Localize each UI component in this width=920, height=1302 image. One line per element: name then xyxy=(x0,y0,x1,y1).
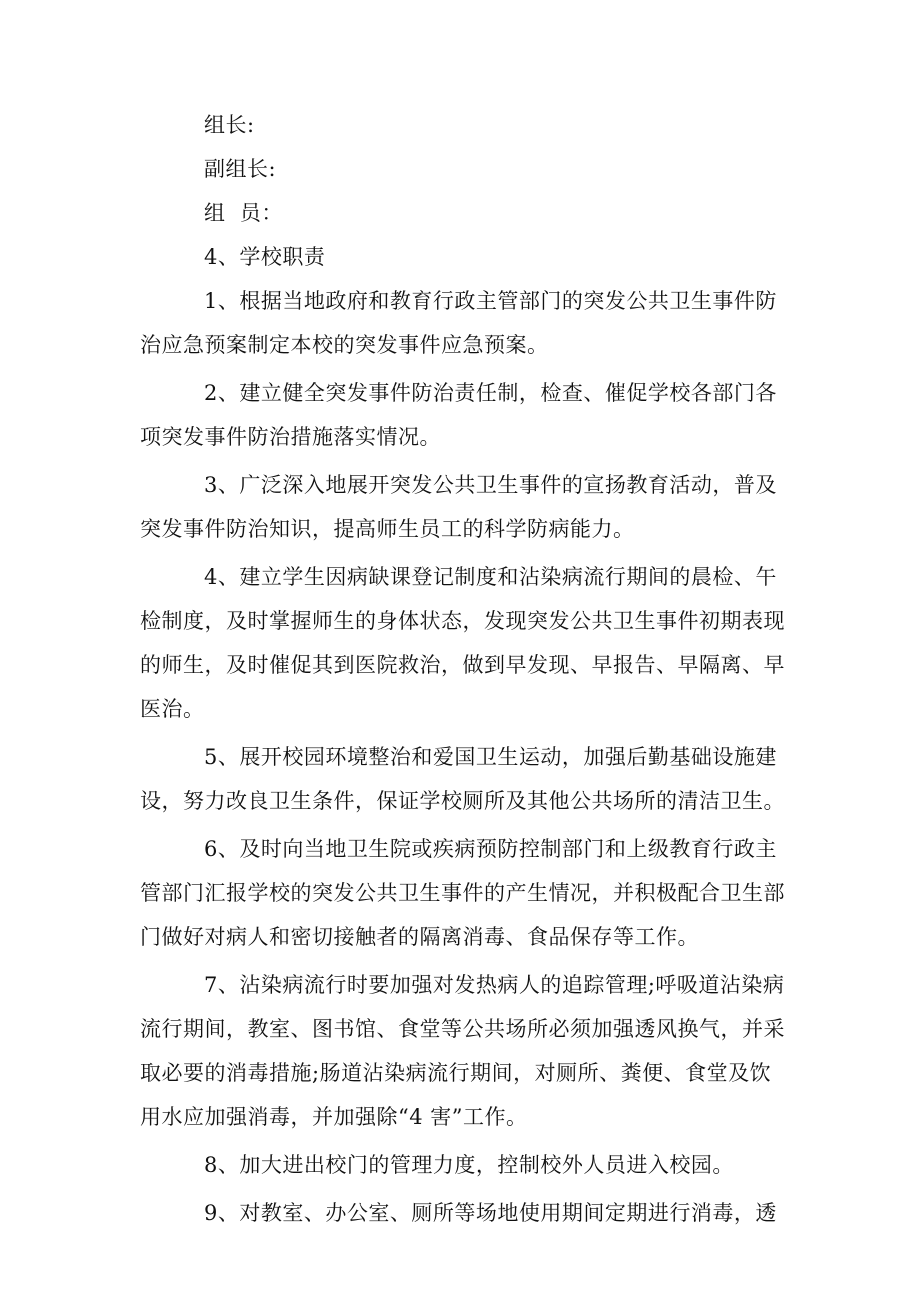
paragraph-line: 管部门汇报学校的突发公共卫生事件的产生情况，并积极配合卫生部 xyxy=(140,881,785,905)
paragraph-line: 流行期间，教室、图书馆、食堂等公共场所必须加强透风换气，并采 xyxy=(140,1017,785,1041)
paragraph-line: 的师生，及时催促其到医院救治，做到早发现、早报告、早隔离、早 xyxy=(140,653,785,677)
paragraph-5 xyxy=(140,735,785,823)
paragraph-3 xyxy=(140,463,780,551)
paragraph-line: 9、对教室、办公室、厕所等场地使用期间定期进行消毒，透 xyxy=(204,1201,777,1225)
paragraph-9 xyxy=(140,1191,780,1235)
role-deputy-leader: 副组长: xyxy=(204,157,277,181)
paragraph-line: 2、建立健全突发事件防治责任制，检查、催促学校各部门各 xyxy=(204,381,777,405)
paragraph-line: 5、展开校园环境整治和爱国卫生运动，加强后勤基础设施建 xyxy=(204,745,777,769)
paragraph-line: 突发事件防治知识，提高师生员工的科学防病能力。 xyxy=(140,517,635,541)
paragraph-4 xyxy=(140,555,785,731)
role-leader: 组长: xyxy=(204,113,255,137)
paragraph-1 xyxy=(140,279,780,367)
document-body xyxy=(140,103,785,1239)
paragraph-line: 设，努力改良卫生条件，保证学校厕所及其他公共场所的清洁卫生。 xyxy=(140,789,785,813)
paragraph-6 xyxy=(140,827,785,959)
paragraph-line: 用水应加强消毒，并加强除“4 害”工作。 xyxy=(140,1105,528,1129)
paragraph-line: 项突发事件防治措施落实情况。 xyxy=(140,425,441,449)
paragraph-line: 门做好对病人和密切接触者的隔离消毒、食品保存等工作。 xyxy=(140,925,699,949)
paragraph-2 xyxy=(140,371,780,459)
paragraph-line: 4、建立学生因病缺课登记制度和沾染病流行期间的晨检、午 xyxy=(204,565,777,589)
paragraph-line: 取必要的消毒措施;肠道沾染病流行期间，对厕所、粪便、食堂及饮 xyxy=(140,1061,772,1085)
section-heading: 4、学校职责 xyxy=(204,245,326,269)
paragraph-line: 3、广泛深入地展开突发公共卫生事件的宣扬教育活动，普及 xyxy=(204,473,777,497)
paragraph-line: 7、沾染病流行时要加强对发热病人的追踪管理;呼吸道沾染病 xyxy=(204,973,785,997)
paragraph-line: 检制度，及时掌握师生的身体状态，发现突发公共卫生事件初期表现 xyxy=(140,609,785,633)
paragraph-7 xyxy=(140,963,785,1139)
paragraph-line: 8、加大进出校门的管理力度，控制校外人员进入校园。 xyxy=(204,1153,734,1177)
paragraph-line: 6、及时向当地卫生院或疾病预防控制部门和上级教育行政主 xyxy=(204,837,777,861)
paragraph-8 xyxy=(140,1143,780,1187)
paragraph-line: 医治。 xyxy=(140,697,205,721)
role-members: 组 员： xyxy=(204,201,283,225)
paragraph-line: 治应急预案制定本校的突发事件应急预案。 xyxy=(140,333,549,357)
paragraph-line: 1、根据当地政府和教育行政主管部门的突发公共卫生事件防 xyxy=(204,289,777,313)
